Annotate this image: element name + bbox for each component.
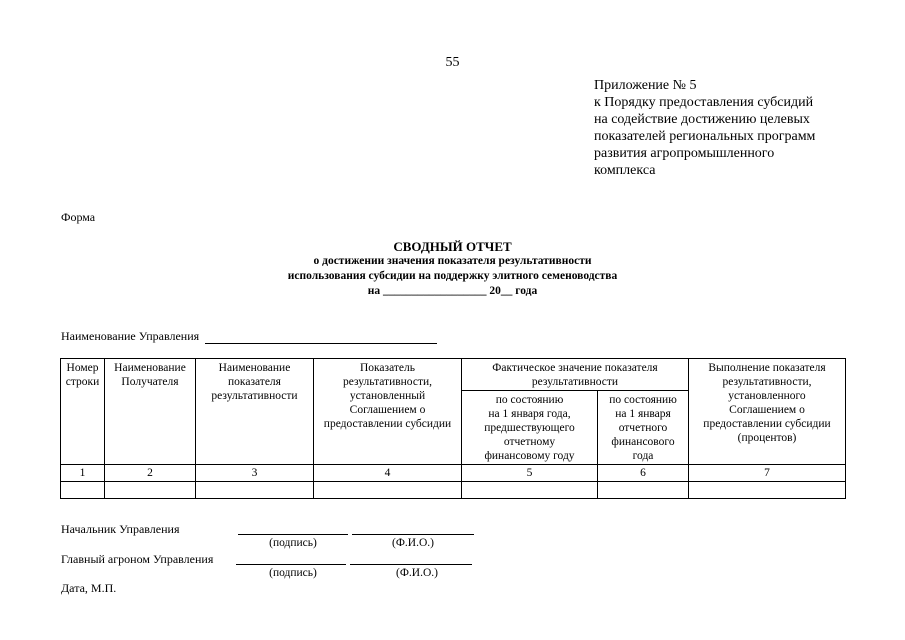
header-actual-previous-year: по состоянию на 1 января года, предшествующего отчетному финансовому году [462, 391, 598, 465]
management-name-field[interactable] [205, 331, 437, 344]
table-cell[interactable] [462, 482, 598, 499]
header-actual-current-year: по состоянию на 1 января отчетного финансового года [598, 391, 689, 465]
header-actual-value: Фактическое значение показателя результативности [462, 359, 689, 391]
header-recipient: Наименование Получателя [105, 359, 196, 465]
header-agreement-indicator: Показатель результативности, установленный Соглашением о предоставлении субсидии [314, 359, 462, 465]
column-number: 6 [598, 465, 689, 482]
appendix-line: комплекса [594, 163, 656, 178]
column-number: 3 [196, 465, 314, 482]
agronomist-name-hint: (Ф.И.О.) [396, 567, 438, 579]
report-title-line: о достижении значения показателя результативности [313, 255, 592, 267]
form-label: Форма [61, 210, 96, 224]
appendix-line: на содействие достижению целевых [594, 112, 810, 127]
agronomist-signature-hint: (подпись) [269, 567, 317, 579]
appendix-line: к Порядку предоставления субсидий [594, 95, 814, 110]
header-row-number: Номер строки [61, 359, 105, 465]
table-cell[interactable] [598, 482, 689, 499]
table-header-row [61, 359, 846, 391]
agronomist-name-line[interactable] [350, 564, 472, 565]
appendix-line: показателей региональных программ [594, 129, 816, 144]
report-title-main: СВОДНЫЙ ОТЧЕТ [393, 239, 512, 254]
date-stamp-label: Дата, М.П. [61, 581, 117, 595]
appendix-line: развития агропромышленного [594, 146, 775, 161]
column-number-row [61, 465, 846, 482]
head-signature-hint: (подпись) [269, 537, 317, 549]
table-cell[interactable] [314, 482, 462, 499]
page-number: 55 [445, 55, 460, 70]
appendix-line: Приложение № 5 [594, 78, 697, 93]
head-name-line[interactable] [352, 534, 474, 535]
table-row [61, 482, 846, 499]
column-number: 4 [314, 465, 462, 482]
report-period-line: на __________________ 20__ года [367, 285, 538, 297]
table-cell[interactable] [61, 482, 105, 499]
table-cell[interactable] [105, 482, 196, 499]
table-cell[interactable] [689, 482, 846, 499]
chief-agronomist-label: Главный агроном Управления [61, 552, 214, 566]
report-title [0, 239, 905, 299]
column-number: 1 [61, 465, 105, 482]
head-of-management-label: Начальник Управления [61, 522, 180, 536]
column-number: 2 [105, 465, 196, 482]
report-title-line: использования субсидии на поддержку элитного семеноводства [287, 270, 618, 282]
column-number: 7 [689, 465, 846, 482]
management-row [61, 329, 437, 344]
head-name-hint: (Ф.И.О.) [392, 537, 434, 549]
table-cell[interactable] [196, 482, 314, 499]
header-indicator-name: Наименование показателя результативности [196, 359, 314, 465]
agronomist-signature-line[interactable] [236, 564, 346, 565]
head-signature-line[interactable] [238, 534, 348, 535]
header-fulfillment: Выполнение показателя результативности, установленного Соглашением о предоставлении субсидии (процентов) [689, 359, 846, 465]
management-label: Наименование Управления [61, 329, 200, 343]
summary-report-table [60, 358, 846, 499]
appendix-note [594, 77, 815, 179]
column-number: 5 [462, 465, 598, 482]
